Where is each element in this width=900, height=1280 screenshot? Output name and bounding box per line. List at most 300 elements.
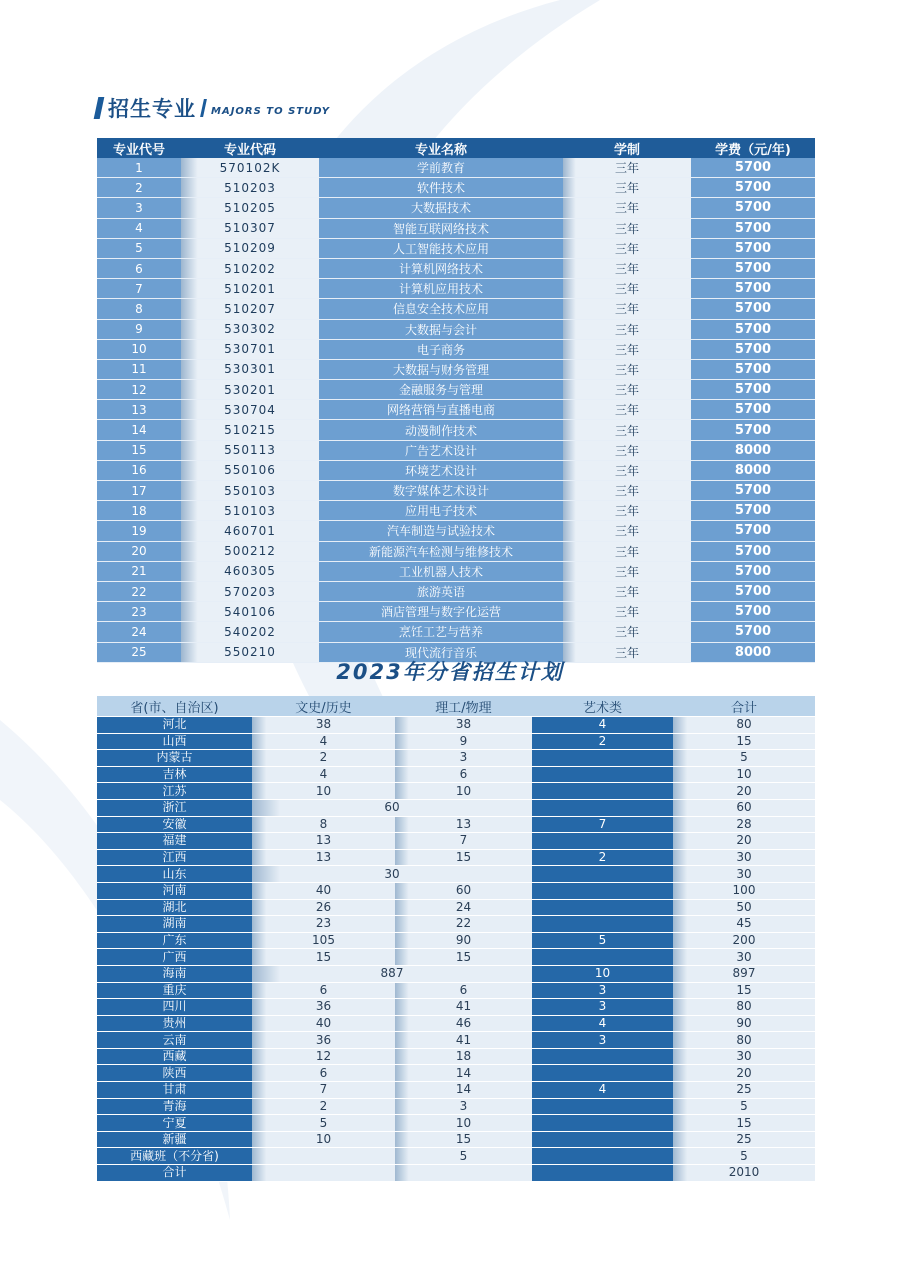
major-duration: 三年 — [563, 440, 691, 460]
arts-quota — [532, 866, 673, 883]
major-fee: 5700 — [691, 218, 815, 238]
major-fee: 5700 — [691, 339, 815, 359]
arts-quota: 3 — [532, 982, 673, 999]
plan-row — [97, 982, 815, 999]
total-quota: 5 — [673, 1098, 815, 1115]
heading-separator — [200, 99, 207, 117]
plan-row — [97, 750, 815, 767]
major-fee: 5700 — [691, 501, 815, 521]
science-quota: 3 — [395, 750, 532, 767]
majors-col-header: 专业代码 — [181, 138, 319, 158]
science-quota — [395, 1165, 532, 1182]
major-name: 智能互联网络技术 — [319, 218, 563, 238]
major-fee: 5700 — [691, 178, 815, 198]
major-name: 大数据与会计 — [319, 319, 563, 339]
science-quota: 14 — [395, 1082, 532, 1099]
major-duration: 三年 — [563, 521, 691, 541]
plan-row — [97, 1115, 815, 1132]
total-quota: 60 — [673, 799, 815, 816]
liberal-arts-quota: 4 — [252, 766, 395, 783]
major-name: 动漫制作技术 — [319, 420, 563, 440]
major-number: 6 — [97, 258, 181, 278]
major-code: 530704 — [181, 400, 319, 420]
major-fee: 5700 — [691, 581, 815, 601]
major-fee: 5700 — [691, 420, 815, 440]
major-number: 15 — [97, 440, 181, 460]
major-number: 20 — [97, 541, 181, 561]
plan-row — [97, 1165, 815, 1182]
liberal-arts-quota: 6 — [252, 1065, 395, 1082]
plan-row — [97, 1148, 815, 1165]
major-name: 数字媒体艺术设计 — [319, 481, 563, 501]
major-row — [97, 501, 815, 521]
major-row — [97, 440, 815, 460]
plan-row — [97, 949, 815, 966]
major-duration: 三年 — [563, 581, 691, 601]
major-name: 工业机器人技术 — [319, 561, 563, 581]
science-quota: 46 — [395, 1015, 532, 1032]
majors-col-header: 学费（元/年) — [691, 138, 815, 158]
liberal-arts-quota: 36 — [252, 1032, 395, 1049]
major-code: 510203 — [181, 178, 319, 198]
liberal-arts-quota: 26 — [252, 899, 395, 916]
arts-quota: 3 — [532, 1032, 673, 1049]
liberal-arts-quota: 12 — [252, 1048, 395, 1065]
major-row — [97, 481, 815, 501]
plan-row — [97, 882, 815, 899]
province-name: 广东 — [97, 932, 252, 949]
science-quota: 41 — [395, 999, 532, 1016]
province-name: 江苏 — [97, 783, 252, 800]
province-name: 浙江 — [97, 799, 252, 816]
heading-accent-bar — [94, 97, 105, 119]
major-fee: 8000 — [691, 642, 815, 662]
major-row — [97, 521, 815, 541]
total-quota: 80 — [673, 999, 815, 1016]
science-quota: 15 — [395, 949, 532, 966]
major-code: 510205 — [181, 198, 319, 218]
arts-quota — [532, 1165, 673, 1182]
major-fee: 5700 — [691, 258, 815, 278]
liberal-arts-quota: 15 — [252, 949, 395, 966]
major-number: 2 — [97, 178, 181, 198]
total-quota: 30 — [673, 866, 815, 883]
major-row — [97, 339, 815, 359]
major-name: 酒店管理与数字化运营 — [319, 602, 563, 622]
liberal-arts-quota: 5 — [252, 1115, 395, 1132]
arts-quota — [532, 916, 673, 933]
total-quota: 30 — [673, 949, 815, 966]
province-name: 西藏 — [97, 1048, 252, 1065]
plan-row — [97, 1131, 815, 1148]
province-name: 河北 — [97, 717, 252, 734]
major-code: 460305 — [181, 561, 319, 581]
major-duration: 三年 — [563, 501, 691, 521]
major-code: 510209 — [181, 238, 319, 258]
arts-quota — [532, 1065, 673, 1082]
major-number: 17 — [97, 481, 181, 501]
arts-quota — [532, 1131, 673, 1148]
major-duration: 三年 — [563, 359, 691, 379]
arts-quota: 4 — [532, 1082, 673, 1099]
major-number: 19 — [97, 521, 181, 541]
plan-row — [97, 932, 815, 949]
major-code: 570102K — [181, 158, 319, 178]
major-row — [97, 541, 815, 561]
arts-quota: 2 — [532, 733, 673, 750]
major-duration: 三年 — [563, 238, 691, 258]
major-code: 500212 — [181, 541, 319, 561]
plan-row — [97, 1065, 815, 1082]
province-name: 山西 — [97, 733, 252, 750]
combined-quota: 60 — [252, 799, 532, 816]
major-name: 旅游英语 — [319, 581, 563, 601]
major-row — [97, 561, 815, 581]
province-name: 内蒙古 — [97, 750, 252, 767]
major-number: 23 — [97, 602, 181, 622]
major-number: 11 — [97, 359, 181, 379]
section-heading — [96, 95, 330, 121]
major-row — [97, 198, 815, 218]
major-duration: 三年 — [563, 420, 691, 440]
arts-quota: 2 — [532, 849, 673, 866]
major-duration: 三年 — [563, 279, 691, 299]
majors-col-header: 学制 — [563, 138, 691, 158]
science-quota: 90 — [395, 932, 532, 949]
province-name: 青海 — [97, 1098, 252, 1115]
science-quota: 60 — [395, 882, 532, 899]
major-name: 现代流行音乐 — [319, 642, 563, 662]
major-fee: 8000 — [691, 440, 815, 460]
arts-quota: 4 — [532, 717, 673, 734]
major-number: 10 — [97, 339, 181, 359]
major-duration: 三年 — [563, 541, 691, 561]
science-quota: 3 — [395, 1098, 532, 1115]
major-row — [97, 218, 815, 238]
major-number: 7 — [97, 279, 181, 299]
science-quota: 22 — [395, 916, 532, 933]
total-quota: 30 — [673, 1048, 815, 1065]
total-quota: 2010 — [673, 1165, 815, 1182]
province-name: 陕西 — [97, 1065, 252, 1082]
major-fee: 5700 — [691, 380, 815, 400]
major-name: 电子商务 — [319, 339, 563, 359]
major-name: 应用电子技术 — [319, 501, 563, 521]
major-fee: 5700 — [691, 279, 815, 299]
arts-quota: 10 — [532, 965, 673, 982]
arts-quota — [532, 1098, 673, 1115]
plan-col-header: 理工/物理 — [395, 696, 532, 717]
liberal-arts-quota: 40 — [252, 1015, 395, 1032]
plan-row — [97, 816, 815, 833]
major-fee: 5700 — [691, 238, 815, 258]
arts-quota — [532, 899, 673, 916]
major-fee: 5700 — [691, 521, 815, 541]
science-quota: 15 — [395, 849, 532, 866]
major-number: 3 — [97, 198, 181, 218]
major-duration: 三年 — [563, 158, 691, 178]
total-quota: 200 — [673, 932, 815, 949]
major-code: 510103 — [181, 501, 319, 521]
major-duration: 三年 — [563, 602, 691, 622]
total-quota: 10 — [673, 766, 815, 783]
arts-quota — [532, 1148, 673, 1165]
total-quota: 45 — [673, 916, 815, 933]
province-name: 新疆 — [97, 1131, 252, 1148]
major-number: 1 — [97, 158, 181, 178]
liberal-arts-quota: 13 — [252, 849, 395, 866]
majors-table — [97, 138, 815, 663]
major-fee: 5700 — [691, 481, 815, 501]
major-number: 4 — [97, 218, 181, 238]
liberal-arts-quota: 36 — [252, 999, 395, 1016]
major-duration: 三年 — [563, 642, 691, 662]
liberal-arts-quota: 7 — [252, 1082, 395, 1099]
major-code: 510202 — [181, 258, 319, 278]
major-name: 人工智能技术应用 — [319, 238, 563, 258]
province-name: 江西 — [97, 849, 252, 866]
arts-quota — [532, 949, 673, 966]
major-code: 530301 — [181, 359, 319, 379]
plan-row — [97, 833, 815, 850]
total-quota: 90 — [673, 1015, 815, 1032]
arts-quota: 4 — [532, 1015, 673, 1032]
science-quota: 13 — [395, 816, 532, 833]
total-quota: 5 — [673, 750, 815, 767]
major-name: 环境艺术设计 — [319, 460, 563, 480]
major-duration: 三年 — [563, 481, 691, 501]
plan-row — [97, 799, 815, 816]
major-name: 学前教育 — [319, 158, 563, 178]
province-name: 广西 — [97, 949, 252, 966]
liberal-arts-quota: 38 — [252, 717, 395, 734]
major-code: 550103 — [181, 481, 319, 501]
major-number: 16 — [97, 460, 181, 480]
major-duration: 三年 — [563, 218, 691, 238]
major-name: 大数据与财务管理 — [319, 359, 563, 379]
plan-header-row — [97, 696, 815, 717]
arts-quota — [532, 1048, 673, 1065]
science-quota: 7 — [395, 833, 532, 850]
heading-title: 招生专业 — [108, 97, 196, 121]
liberal-arts-quota: 105 — [252, 932, 395, 949]
total-quota: 80 — [673, 717, 815, 734]
science-quota: 18 — [395, 1048, 532, 1065]
major-number: 12 — [97, 380, 181, 400]
arts-quota: 3 — [532, 999, 673, 1016]
plan-row — [97, 1098, 815, 1115]
plan-row — [97, 849, 815, 866]
plan-table — [97, 696, 815, 1182]
major-row — [97, 420, 815, 440]
major-fee: 8000 — [691, 460, 815, 480]
major-duration: 三年 — [563, 299, 691, 319]
science-quota: 15 — [395, 1131, 532, 1148]
plan-col-header: 合计 — [673, 696, 815, 717]
plan-col-header: 艺术类 — [532, 696, 673, 717]
province-name: 重庆 — [97, 982, 252, 999]
major-code: 550210 — [181, 642, 319, 662]
major-number: 9 — [97, 319, 181, 339]
major-row — [97, 622, 815, 642]
major-number: 25 — [97, 642, 181, 662]
province-name: 西藏班（不分省) — [97, 1148, 252, 1165]
liberal-arts-quota: 8 — [252, 816, 395, 833]
major-number: 24 — [97, 622, 181, 642]
plan-title: 2023年分省招生计划 — [336, 660, 564, 684]
total-quota: 20 — [673, 783, 815, 800]
plan-row — [97, 783, 815, 800]
major-name: 汽车制造与试验技术 — [319, 521, 563, 541]
major-number: 18 — [97, 501, 181, 521]
total-quota: 897 — [673, 965, 815, 982]
major-fee: 5700 — [691, 319, 815, 339]
province-name: 海南 — [97, 965, 252, 982]
major-duration: 三年 — [563, 319, 691, 339]
major-fee: 5700 — [691, 602, 815, 622]
liberal-arts-quota: 2 — [252, 1098, 395, 1115]
major-row — [97, 581, 815, 601]
major-row — [97, 279, 815, 299]
major-code: 510201 — [181, 279, 319, 299]
major-row — [97, 258, 815, 278]
major-fee: 5700 — [691, 561, 815, 581]
major-code: 550113 — [181, 440, 319, 460]
plan-row — [97, 899, 815, 916]
major-code: 540106 — [181, 602, 319, 622]
arts-quota — [532, 833, 673, 850]
major-duration: 三年 — [563, 380, 691, 400]
major-duration: 三年 — [563, 339, 691, 359]
plan-row — [97, 1015, 815, 1032]
major-number: 14 — [97, 420, 181, 440]
total-quota: 25 — [673, 1131, 815, 1148]
total-quota: 20 — [673, 833, 815, 850]
major-fee: 5700 — [691, 541, 815, 561]
major-name: 金融服务与管理 — [319, 380, 563, 400]
arts-quota — [532, 1115, 673, 1132]
arts-quota: 7 — [532, 816, 673, 833]
total-quota: 5 — [673, 1148, 815, 1165]
major-name: 广告艺术设计 — [319, 440, 563, 460]
science-quota: 41 — [395, 1032, 532, 1049]
major-row — [97, 602, 815, 622]
major-duration: 三年 — [563, 178, 691, 198]
major-row — [97, 380, 815, 400]
plan-row — [97, 766, 815, 783]
major-row — [97, 460, 815, 480]
major-code: 540202 — [181, 622, 319, 642]
major-code: 510307 — [181, 218, 319, 238]
liberal-arts-quota: 40 — [252, 882, 395, 899]
total-quota: 30 — [673, 849, 815, 866]
arts-quota — [532, 766, 673, 783]
science-quota: 6 — [395, 766, 532, 783]
major-duration: 三年 — [563, 198, 691, 218]
major-fee: 5700 — [691, 198, 815, 218]
major-duration: 三年 — [563, 561, 691, 581]
major-number: 5 — [97, 238, 181, 258]
province-name: 山东 — [97, 866, 252, 883]
plan-row — [97, 999, 815, 1016]
province-name: 湖北 — [97, 899, 252, 916]
major-name: 网络营销与直播电商 — [319, 400, 563, 420]
plan-row — [97, 1032, 815, 1049]
combined-quota: 887 — [252, 965, 532, 982]
total-quota: 20 — [673, 1065, 815, 1082]
science-quota: 6 — [395, 982, 532, 999]
province-name: 贵州 — [97, 1015, 252, 1032]
plan-col-header: 文史/历史 — [252, 696, 395, 717]
major-duration: 三年 — [563, 460, 691, 480]
science-quota: 9 — [395, 733, 532, 750]
major-name: 烹饪工艺与营养 — [319, 622, 563, 642]
major-code: 460701 — [181, 521, 319, 541]
major-code: 510215 — [181, 420, 319, 440]
liberal-arts-quota: 2 — [252, 750, 395, 767]
major-fee: 5700 — [691, 359, 815, 379]
major-name: 软件技术 — [319, 178, 563, 198]
major-code: 570203 — [181, 581, 319, 601]
arts-quota — [532, 799, 673, 816]
total-quota: 80 — [673, 1032, 815, 1049]
province-name: 宁夏 — [97, 1115, 252, 1132]
science-quota: 14 — [395, 1065, 532, 1082]
plan-row — [97, 717, 815, 734]
province-name: 吉林 — [97, 766, 252, 783]
major-name: 新能源汽车检测与维修技术 — [319, 541, 563, 561]
major-row — [97, 299, 815, 319]
major-code: 530201 — [181, 380, 319, 400]
major-row — [97, 178, 815, 198]
total-quota: 15 — [673, 982, 815, 999]
major-number: 13 — [97, 400, 181, 420]
major-row — [97, 359, 815, 379]
liberal-arts-quota: 4 — [252, 733, 395, 750]
total-quota: 15 — [673, 1115, 815, 1132]
province-name: 合计 — [97, 1165, 252, 1182]
combined-quota: 30 — [252, 866, 532, 883]
province-name: 云南 — [97, 1032, 252, 1049]
plan-row — [97, 1082, 815, 1099]
major-duration: 三年 — [563, 622, 691, 642]
majors-header-row — [97, 138, 815, 158]
liberal-arts-quota — [252, 1148, 395, 1165]
liberal-arts-quota: 6 — [252, 982, 395, 999]
province-name: 四川 — [97, 999, 252, 1016]
science-quota: 10 — [395, 783, 532, 800]
major-code: 550106 — [181, 460, 319, 480]
major-number: 21 — [97, 561, 181, 581]
major-row — [97, 238, 815, 258]
major-name: 计算机应用技术 — [319, 279, 563, 299]
total-quota: 100 — [673, 882, 815, 899]
major-name: 大数据技术 — [319, 198, 563, 218]
major-duration: 三年 — [563, 258, 691, 278]
major-fee: 5700 — [691, 158, 815, 178]
province-name: 甘肃 — [97, 1082, 252, 1099]
total-quota: 25 — [673, 1082, 815, 1099]
liberal-arts-quota: 10 — [252, 1131, 395, 1148]
plan-row — [97, 866, 815, 883]
major-row — [97, 400, 815, 420]
liberal-arts-quota: 23 — [252, 916, 395, 933]
major-row — [97, 319, 815, 339]
major-code: 530701 — [181, 339, 319, 359]
plan-col-header: 省(市、自治区) — [97, 696, 252, 717]
plan-row — [97, 916, 815, 933]
liberal-arts-quota: 10 — [252, 783, 395, 800]
